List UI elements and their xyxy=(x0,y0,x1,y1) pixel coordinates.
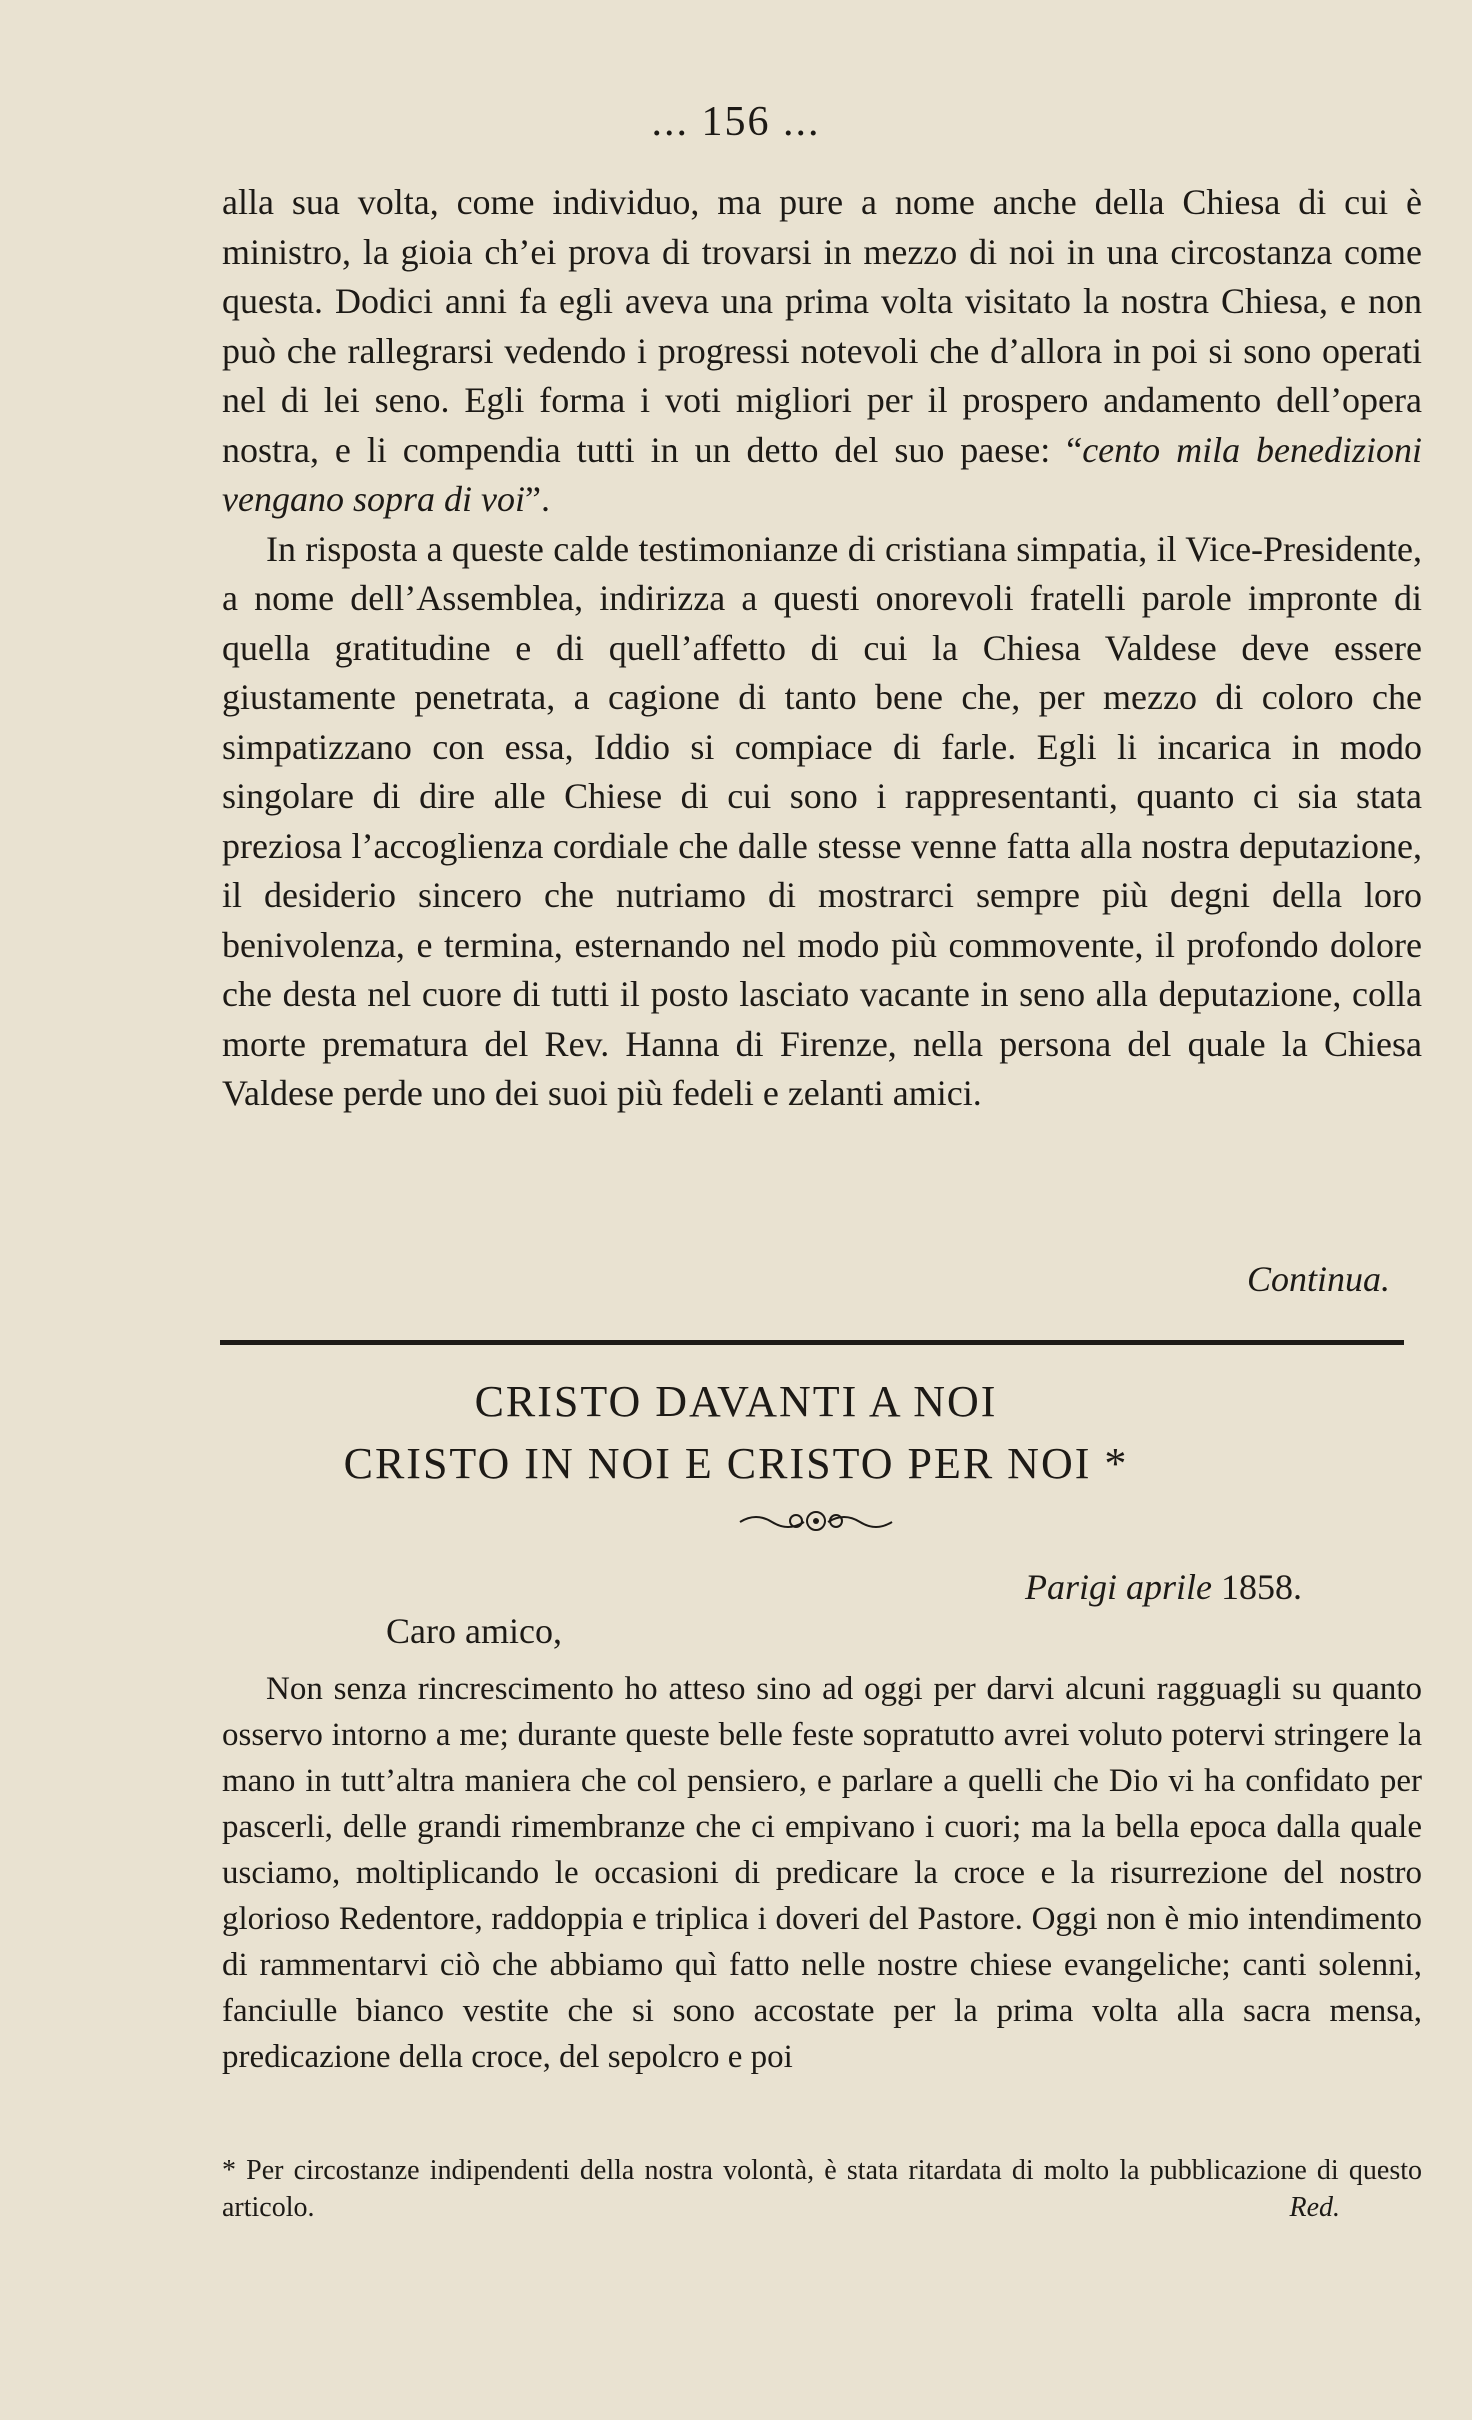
dateline-year: 1858. xyxy=(1221,1567,1302,1607)
paragraph-2: In risposta a queste calde testimonianze di cristiana simpatia, il Vice-Presidente, a nome dell’Assemblea, indirizza a questi onorevoli fratelli parole impronte di quella gratitudine e di quell’affetto di cui la Chiesa Valdese deve essere giustamente penetrata, a cagione di tanto bene che, per mezzo di coloro che simpatizzano con essa, Iddio si compiace di farle. Egli li incarica in modo singolare di dire alle Chiese di cui sono i rappresentanti, quanto ci sia stata preziosa l’accoglienza cordiale che dalle stesse venne fatta alla nostra deputazione, il desiderio sincero che nutriamo di mostrarci sempre più degni della loro benivolenza, e termina, esternando nel modo più commovente, il profondo dolore che desta nel cuore di tutti il posto lasciato vacante in seno alla deputazione, colla morte prematura del Rev. Hanna di Firenze, nella persona del quale la Chiesa Valdese perde uno dei suoi più fedeli e zelanti amici. xyxy=(222,528,1422,1113)
article-title-line-1: CRISTO DAVANTI A NOI xyxy=(474,1377,998,1426)
section-divider xyxy=(220,1340,1404,1345)
letter-paragraph: Non senza rincrescimento ho atteso sino ad oggi per darvi alcuni ragguagli su quanto osservo intorno a me; durante queste belle feste sopratutto avrei voluto potervi stringere la mano in tutt’altra maniera che col pensiero, e parlare a quelli che Dio vi ha confidato per pascerli, delle grandi rimembranze che ci empivano i cuori; ma la bella epoca dalla quale usciamo, moltiplicando le occasioni di predicare la croce e la risurrezione del nostro glorioso Redentore, raddoppia e triplica i doveri del Pastore. Oggi non è mio intendimento di rammentarvi ciò che abbiamo quì fatto nelle nostre chiese evangeliche; canti solenni, fanciulle bianco vestite che si sono accostate per la prima volta alla sacra mensa, predicazione della croce, del sepolcro e poi xyxy=(222,1671,1422,2075)
article-title-line-2: CRISTO IN NOI E CRISTO PER NOI * xyxy=(343,1439,1129,1488)
dateline-place: Parigi aprile xyxy=(1025,1567,1212,1607)
quoted-blessing: cento mila benedizioni vengano sopra di voi xyxy=(222,429,1423,519)
report-section xyxy=(222,178,1422,1119)
page-number: ... 156 ... xyxy=(651,99,821,145)
continua-label: Continua. xyxy=(1246,1259,1390,1299)
quote-close: ”. xyxy=(524,479,550,519)
ornament-flourish-icon xyxy=(736,1508,896,1534)
paragraph-1-text: alla sua volta, come individuo, ma pure a nome anche della Chiesa di cui è ministro, la gioia ch’ei prova di trovarsi in mezzo di noi in una circostanza come questa. Dodici anni fa egli aveva una prima volta visitato la nostra Chiesa, e non può che rallegrarsi vedendo i progressi notevoli che d’allora in poi si sono operati nel di lei seno. Egli forma i voti migliori per il prospero andamento dell’opera nostra, e li compendia tutti in un detto del suo paese: “ xyxy=(222,182,1422,470)
letter-body xyxy=(222,1666,1422,2080)
footnote-signature: Red. xyxy=(1289,2192,1340,2223)
footnote xyxy=(222,2152,1422,2226)
salutation: Caro amico, xyxy=(386,1611,562,1651)
paragraph-1 xyxy=(222,178,1422,525)
footnote-text: * Per circostanze indipendenti della nostra volontà, è stata ritardata di molto la pubblicazione di questo articolo. xyxy=(222,2155,1422,2223)
dateline xyxy=(1025,1566,1302,1608)
